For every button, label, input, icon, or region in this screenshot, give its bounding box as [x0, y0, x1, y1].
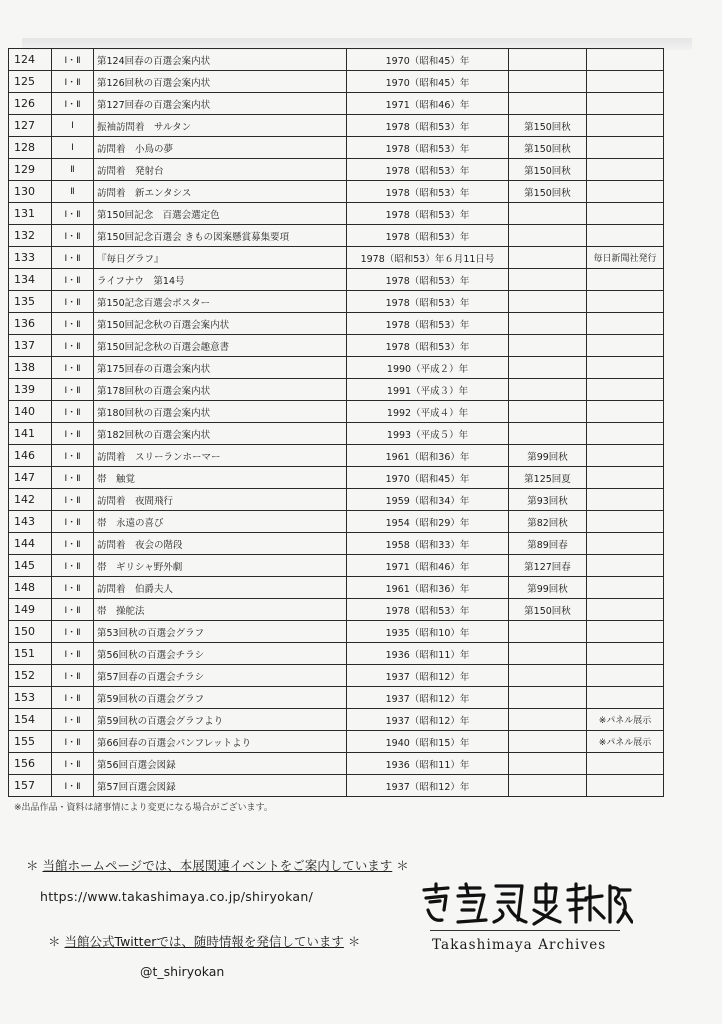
item-title: 『毎日グラフ』: [94, 247, 347, 269]
item-note: [587, 665, 664, 687]
item-year: 1978（昭和53）年: [347, 269, 509, 291]
exhibit-term: Ⅰ・Ⅱ: [52, 291, 94, 313]
exhibit-term: Ⅰ・Ⅱ: [52, 775, 94, 797]
item-year: 1936（昭和11）年: [347, 643, 509, 665]
item-note: [587, 423, 664, 445]
item-year: 1954（昭和29）年: [347, 511, 509, 533]
item-note: [587, 269, 664, 291]
exhibit-term: Ⅰ・Ⅱ: [52, 489, 94, 511]
item-year: 1978（昭和53）年: [347, 225, 509, 247]
item-title: 第127回春の百選会案内状: [94, 93, 347, 115]
exhibit-term: Ⅰ・Ⅱ: [52, 49, 94, 71]
exhibit-term: Ⅰ・Ⅱ: [52, 225, 94, 247]
item-year: 1978（昭和53）年: [347, 137, 509, 159]
item-number: 124: [9, 49, 52, 71]
item-title: 帯 ギリシャ野外劇: [94, 555, 347, 577]
table-row: [9, 753, 664, 775]
item-year: 1971（昭和46）年: [347, 555, 509, 577]
item-number: 155: [9, 731, 52, 753]
item-year: 1961（昭和36）年: [347, 577, 509, 599]
item-note: ※パネル展示: [587, 709, 664, 731]
item-year: 1937（昭和12）年: [347, 775, 509, 797]
item-number: 127: [9, 115, 52, 137]
hyakusenkai-session: [509, 357, 587, 379]
item-year: 1993（平成５）年: [347, 423, 509, 445]
hyakusenkai-session: [509, 665, 587, 687]
exhibit-term: Ⅰ・Ⅱ: [52, 643, 94, 665]
hyakusenkai-session: [509, 753, 587, 775]
table-row: [9, 423, 664, 445]
exhibit-term: Ⅰ: [52, 137, 94, 159]
item-number: 139: [9, 379, 52, 401]
item-note: [587, 379, 664, 401]
item-note: [587, 137, 664, 159]
item-number: 157: [9, 775, 52, 797]
item-number: 147: [9, 467, 52, 489]
table-row: [9, 203, 664, 225]
item-year: 1978（昭和53）年: [347, 291, 509, 313]
item-title: 第182回秋の百選会案内状: [94, 423, 347, 445]
exhibit-term: Ⅰ・Ⅱ: [52, 379, 94, 401]
exhibit-term: Ⅰ・Ⅱ: [52, 511, 94, 533]
hyakusenkai-session: [509, 379, 587, 401]
item-year: 1937（昭和12）年: [347, 687, 509, 709]
item-title: 帯 永遠の喜び: [94, 511, 347, 533]
item-number: 135: [9, 291, 52, 313]
item-title: 第53回秋の百選会グラフ: [94, 621, 347, 643]
table-row: [9, 643, 664, 665]
hyakusenkai-session: [509, 687, 587, 709]
item-note: [587, 445, 664, 467]
hyakusenkai-session: [509, 335, 587, 357]
item-number: 154: [9, 709, 52, 731]
footnote: ※出品作品・資料は諸事情により変更になる場合がございます。: [14, 803, 273, 813]
item-title: 第175回春の百選会案内状: [94, 357, 347, 379]
item-number: 140: [9, 401, 52, 423]
hyakusenkai-session: 第125回夏: [509, 467, 587, 489]
table-row: [9, 665, 664, 687]
item-number: 142: [9, 489, 52, 511]
item-number: 150: [9, 621, 52, 643]
item-title: 訪問着 新エンタシス: [94, 181, 347, 203]
item-number: 141: [9, 423, 52, 445]
table-row: [9, 709, 664, 731]
item-number: 146: [9, 445, 52, 467]
hyakusenkai-session: 第127回春: [509, 555, 587, 577]
table-row: [9, 49, 664, 71]
item-title: 第150回記念百選会 きもの図案懸賞募集要項: [94, 225, 347, 247]
item-note: 毎日新聞社発行: [587, 247, 664, 269]
hyakusenkai-session: [509, 709, 587, 731]
item-title: 第57回百選会図録: [94, 775, 347, 797]
hyakusenkai-session: [509, 269, 587, 291]
hyakusenkai-session: 第150回秋: [509, 115, 587, 137]
table-row: [9, 775, 664, 797]
item-note: [587, 291, 664, 313]
item-year: 1970（昭和45）年: [347, 49, 509, 71]
table-row: [9, 445, 664, 467]
hyakusenkai-session: 第150回秋: [509, 137, 587, 159]
item-note: [587, 71, 664, 93]
item-number: 143: [9, 511, 52, 533]
item-number: 130: [9, 181, 52, 203]
hyakusenkai-session: [509, 621, 587, 643]
hyakusenkai-session: [509, 203, 587, 225]
exhibit-term: Ⅰ・Ⅱ: [52, 731, 94, 753]
item-note: [587, 115, 664, 137]
exhibit-term: Ⅰ・Ⅱ: [52, 555, 94, 577]
item-note: [587, 577, 664, 599]
exhibit-term: Ⅰ・Ⅱ: [52, 247, 94, 269]
hyakusenkai-session: [509, 71, 587, 93]
table-row: [9, 731, 664, 753]
exhibit-term: Ⅰ・Ⅱ: [52, 665, 94, 687]
twitter-notice-text: 当館公式Twitterでは、随時情報を発信しています: [64, 934, 344, 949]
item-note: [587, 599, 664, 621]
item-note: [587, 533, 664, 555]
item-number: 129: [9, 159, 52, 181]
item-title: 帯 操舵法: [94, 599, 347, 621]
table-row: [9, 555, 664, 577]
item-title: 第66回春の百選会パンフレットより: [94, 731, 347, 753]
item-title: 第59回秋の百選会グラフより: [94, 709, 347, 731]
table-row: [9, 599, 664, 621]
exhibit-term: Ⅰ・Ⅱ: [52, 423, 94, 445]
item-title: 第56回百選会図録: [94, 753, 347, 775]
exhibit-term: Ⅰ・Ⅱ: [52, 599, 94, 621]
exhibit-term: Ⅰ・Ⅱ: [52, 71, 94, 93]
exhibit-term: Ⅰ・Ⅱ: [52, 313, 94, 335]
exhibit-term: Ⅱ: [52, 181, 94, 203]
hyakusenkai-session: 第89回春: [509, 533, 587, 555]
table-row: [9, 71, 664, 93]
asterisk-mark: ＊: [396, 858, 409, 873]
item-number: 156: [9, 753, 52, 775]
archives-logo-wordmark: Takashimaya Archives: [432, 937, 607, 953]
exhibit-term: Ⅰ・Ⅱ: [52, 445, 94, 467]
item-year: 1990（平成２）年: [347, 357, 509, 379]
item-note: [587, 775, 664, 797]
hyakusenkai-session: [509, 247, 587, 269]
item-title: ライフナウ 第14号: [94, 269, 347, 291]
item-number: 145: [9, 555, 52, 577]
item-year: 1978（昭和53）年: [347, 335, 509, 357]
table-row: [9, 335, 664, 357]
item-number: 144: [9, 533, 52, 555]
table-row: [9, 137, 664, 159]
item-title: 第59回秋の百選会グラフ: [94, 687, 347, 709]
exhibit-term: Ⅰ: [52, 115, 94, 137]
item-note: ※パネル展示: [587, 731, 664, 753]
item-note: [587, 313, 664, 335]
exhibit-term: Ⅰ・Ⅱ: [52, 335, 94, 357]
item-title: 第180回秋の百選会案内状: [94, 401, 347, 423]
table-row: [9, 357, 664, 379]
item-number: 132: [9, 225, 52, 247]
item-year: 1940（昭和15）年: [347, 731, 509, 753]
exhibit-term: Ⅰ・Ⅱ: [52, 621, 94, 643]
item-note: [587, 401, 664, 423]
item-title: 訪問着 夜会の階段: [94, 533, 347, 555]
item-title: 第150回記念秋の百選会案内状: [94, 313, 347, 335]
hyakusenkai-session: [509, 291, 587, 313]
table-row: [9, 511, 664, 533]
item-title: 第124回春の百選会案内状: [94, 49, 347, 71]
table-row: [9, 467, 664, 489]
item-year: 1978（昭和53）年: [347, 313, 509, 335]
exhibit-term: Ⅰ・Ⅱ: [52, 401, 94, 423]
asterisk-mark: ＊: [26, 858, 39, 873]
item-title: 訪問着 伯爵夫人: [94, 577, 347, 599]
exhibit-term: Ⅰ・Ⅱ: [52, 753, 94, 775]
item-number: 131: [9, 203, 52, 225]
item-note: [587, 489, 664, 511]
item-note: [587, 203, 664, 225]
item-year: 1971（昭和46）年: [347, 93, 509, 115]
exhibit-term: Ⅰ・Ⅱ: [52, 269, 94, 291]
table-row: [9, 313, 664, 335]
item-title: 訪問着 スリーランホーマー: [94, 445, 347, 467]
table-row: [9, 181, 664, 203]
exhibit-list-table: [8, 48, 664, 797]
item-number: 153: [9, 687, 52, 709]
twitter-notice: [48, 932, 360, 950]
table-row: [9, 269, 664, 291]
table-row: [9, 533, 664, 555]
item-title: 帯 触覚: [94, 467, 347, 489]
item-number: 125: [9, 71, 52, 93]
item-year: 1937（昭和12）年: [347, 665, 509, 687]
hyakusenkai-session: 第99回秋: [509, 577, 587, 599]
hyakusenkai-session: 第150回秋: [509, 599, 587, 621]
exhibit-term: Ⅱ: [52, 159, 94, 181]
asterisk-mark: ＊: [48, 934, 61, 949]
table-row: [9, 577, 664, 599]
item-number: 128: [9, 137, 52, 159]
hyakusenkai-session: 第82回秋: [509, 511, 587, 533]
item-year: 1970（昭和45）年: [347, 467, 509, 489]
exhibit-term: Ⅰ・Ⅱ: [52, 467, 94, 489]
item-note: [587, 753, 664, 775]
table-row: [9, 247, 664, 269]
item-note: [587, 335, 664, 357]
item-note: [587, 357, 664, 379]
item-year: 1935（昭和10）年: [347, 621, 509, 643]
hyakusenkai-session: 第93回秋: [509, 489, 587, 511]
exhibit-term: Ⅰ・Ⅱ: [52, 533, 94, 555]
item-note: [587, 511, 664, 533]
item-year: 1936（昭和11）年: [347, 753, 509, 775]
homepage-notice: [26, 856, 409, 874]
item-year: 1978（昭和53）年: [347, 181, 509, 203]
table-row: [9, 115, 664, 137]
table-row: [9, 379, 664, 401]
item-year: 1978（昭和53）年: [347, 159, 509, 181]
archives-logo-mark: [418, 880, 633, 926]
item-year: 1970（昭和45）年: [347, 71, 509, 93]
item-number: 151: [9, 643, 52, 665]
item-note: [587, 555, 664, 577]
item-year: 1978（昭和53）年: [347, 203, 509, 225]
item-note: [587, 159, 664, 181]
item-year: 1992（平成４）年: [347, 401, 509, 423]
item-note: [587, 225, 664, 247]
item-note: [587, 181, 664, 203]
item-title: 第126回秋の百選会案内状: [94, 71, 347, 93]
item-title: 第57回春の百選会チラシ: [94, 665, 347, 687]
item-title: 訪問着 夜間飛行: [94, 489, 347, 511]
item-year: 1978（昭和53）年６月11日号: [347, 247, 509, 269]
item-note: [587, 467, 664, 489]
item-note: [587, 687, 664, 709]
item-number: 149: [9, 599, 52, 621]
table-row: [9, 159, 664, 181]
exhibit-term: Ⅰ・Ⅱ: [52, 203, 94, 225]
exhibit-term: Ⅰ・Ⅱ: [52, 709, 94, 731]
table-row: [9, 687, 664, 709]
item-year: 1978（昭和53）年: [347, 599, 509, 621]
item-number: 137: [9, 335, 52, 357]
hyakusenkai-session: 第99回秋: [509, 445, 587, 467]
table-row: [9, 401, 664, 423]
exhibit-term: Ⅰ・Ⅱ: [52, 357, 94, 379]
item-number: 134: [9, 269, 52, 291]
item-title: 第150記念百選会ポスター: [94, 291, 347, 313]
table-row: [9, 291, 664, 313]
item-title: 第150回記念 百選会選定色: [94, 203, 347, 225]
item-year: 1959（昭和34）年: [347, 489, 509, 511]
item-year: 1937（昭和12）年: [347, 709, 509, 731]
item-number: 126: [9, 93, 52, 115]
hyakusenkai-session: [509, 775, 587, 797]
item-number: 148: [9, 577, 52, 599]
hyakusenkai-session: 第150回秋: [509, 181, 587, 203]
item-title: 訪問着 小鳥の夢: [94, 137, 347, 159]
item-number: 133: [9, 247, 52, 269]
item-note: [587, 621, 664, 643]
table-row: [9, 489, 664, 511]
item-title: 第150回記念秋の百選会趣意書: [94, 335, 347, 357]
logo-divider: [430, 930, 620, 931]
hyakusenkai-session: [509, 401, 587, 423]
asterisk-mark: ＊: [347, 934, 361, 949]
item-note: [587, 643, 664, 665]
item-number: 136: [9, 313, 52, 335]
table-row: [9, 93, 664, 115]
exhibit-list-body: [9, 49, 664, 797]
hyakusenkai-session: [509, 225, 587, 247]
item-number: 138: [9, 357, 52, 379]
exhibit-term: Ⅰ・Ⅱ: [52, 687, 94, 709]
item-year: 1978（昭和53）年: [347, 115, 509, 137]
item-title: 第56回秋の百選会チラシ: [94, 643, 347, 665]
table-row: [9, 225, 664, 247]
item-note: [587, 93, 664, 115]
item-note: [587, 49, 664, 71]
exhibit-term: Ⅰ・Ⅱ: [52, 577, 94, 599]
hyakusenkai-session: 第150回秋: [509, 159, 587, 181]
item-year: 1991（平成３）年: [347, 379, 509, 401]
item-title: 振袖訪問着 サルタン: [94, 115, 347, 137]
item-year: 1961（昭和36）年: [347, 445, 509, 467]
exhibit-term: Ⅰ・Ⅱ: [52, 93, 94, 115]
table-row: [9, 621, 664, 643]
item-year: 1958（昭和33）年: [347, 533, 509, 555]
item-title: 第178回秋の百選会案内状: [94, 379, 347, 401]
item-title: 訪問着 発射台: [94, 159, 347, 181]
hyakusenkai-session: [509, 643, 587, 665]
homepage-url[interactable]: https://www.takashimaya.co.jp/shiryokan/: [40, 889, 314, 904]
hyakusenkai-session: [509, 313, 587, 335]
hyakusenkai-session: [509, 423, 587, 445]
hyakusenkai-session: [509, 49, 587, 71]
hyakusenkai-session: [509, 731, 587, 753]
item-number: 152: [9, 665, 52, 687]
homepage-notice-text: 当館ホームページでは、本展関連イベントをご案内しています: [42, 858, 393, 873]
hyakusenkai-session: [509, 93, 587, 115]
twitter-handle[interactable]: @t_shiryokan: [140, 964, 225, 979]
